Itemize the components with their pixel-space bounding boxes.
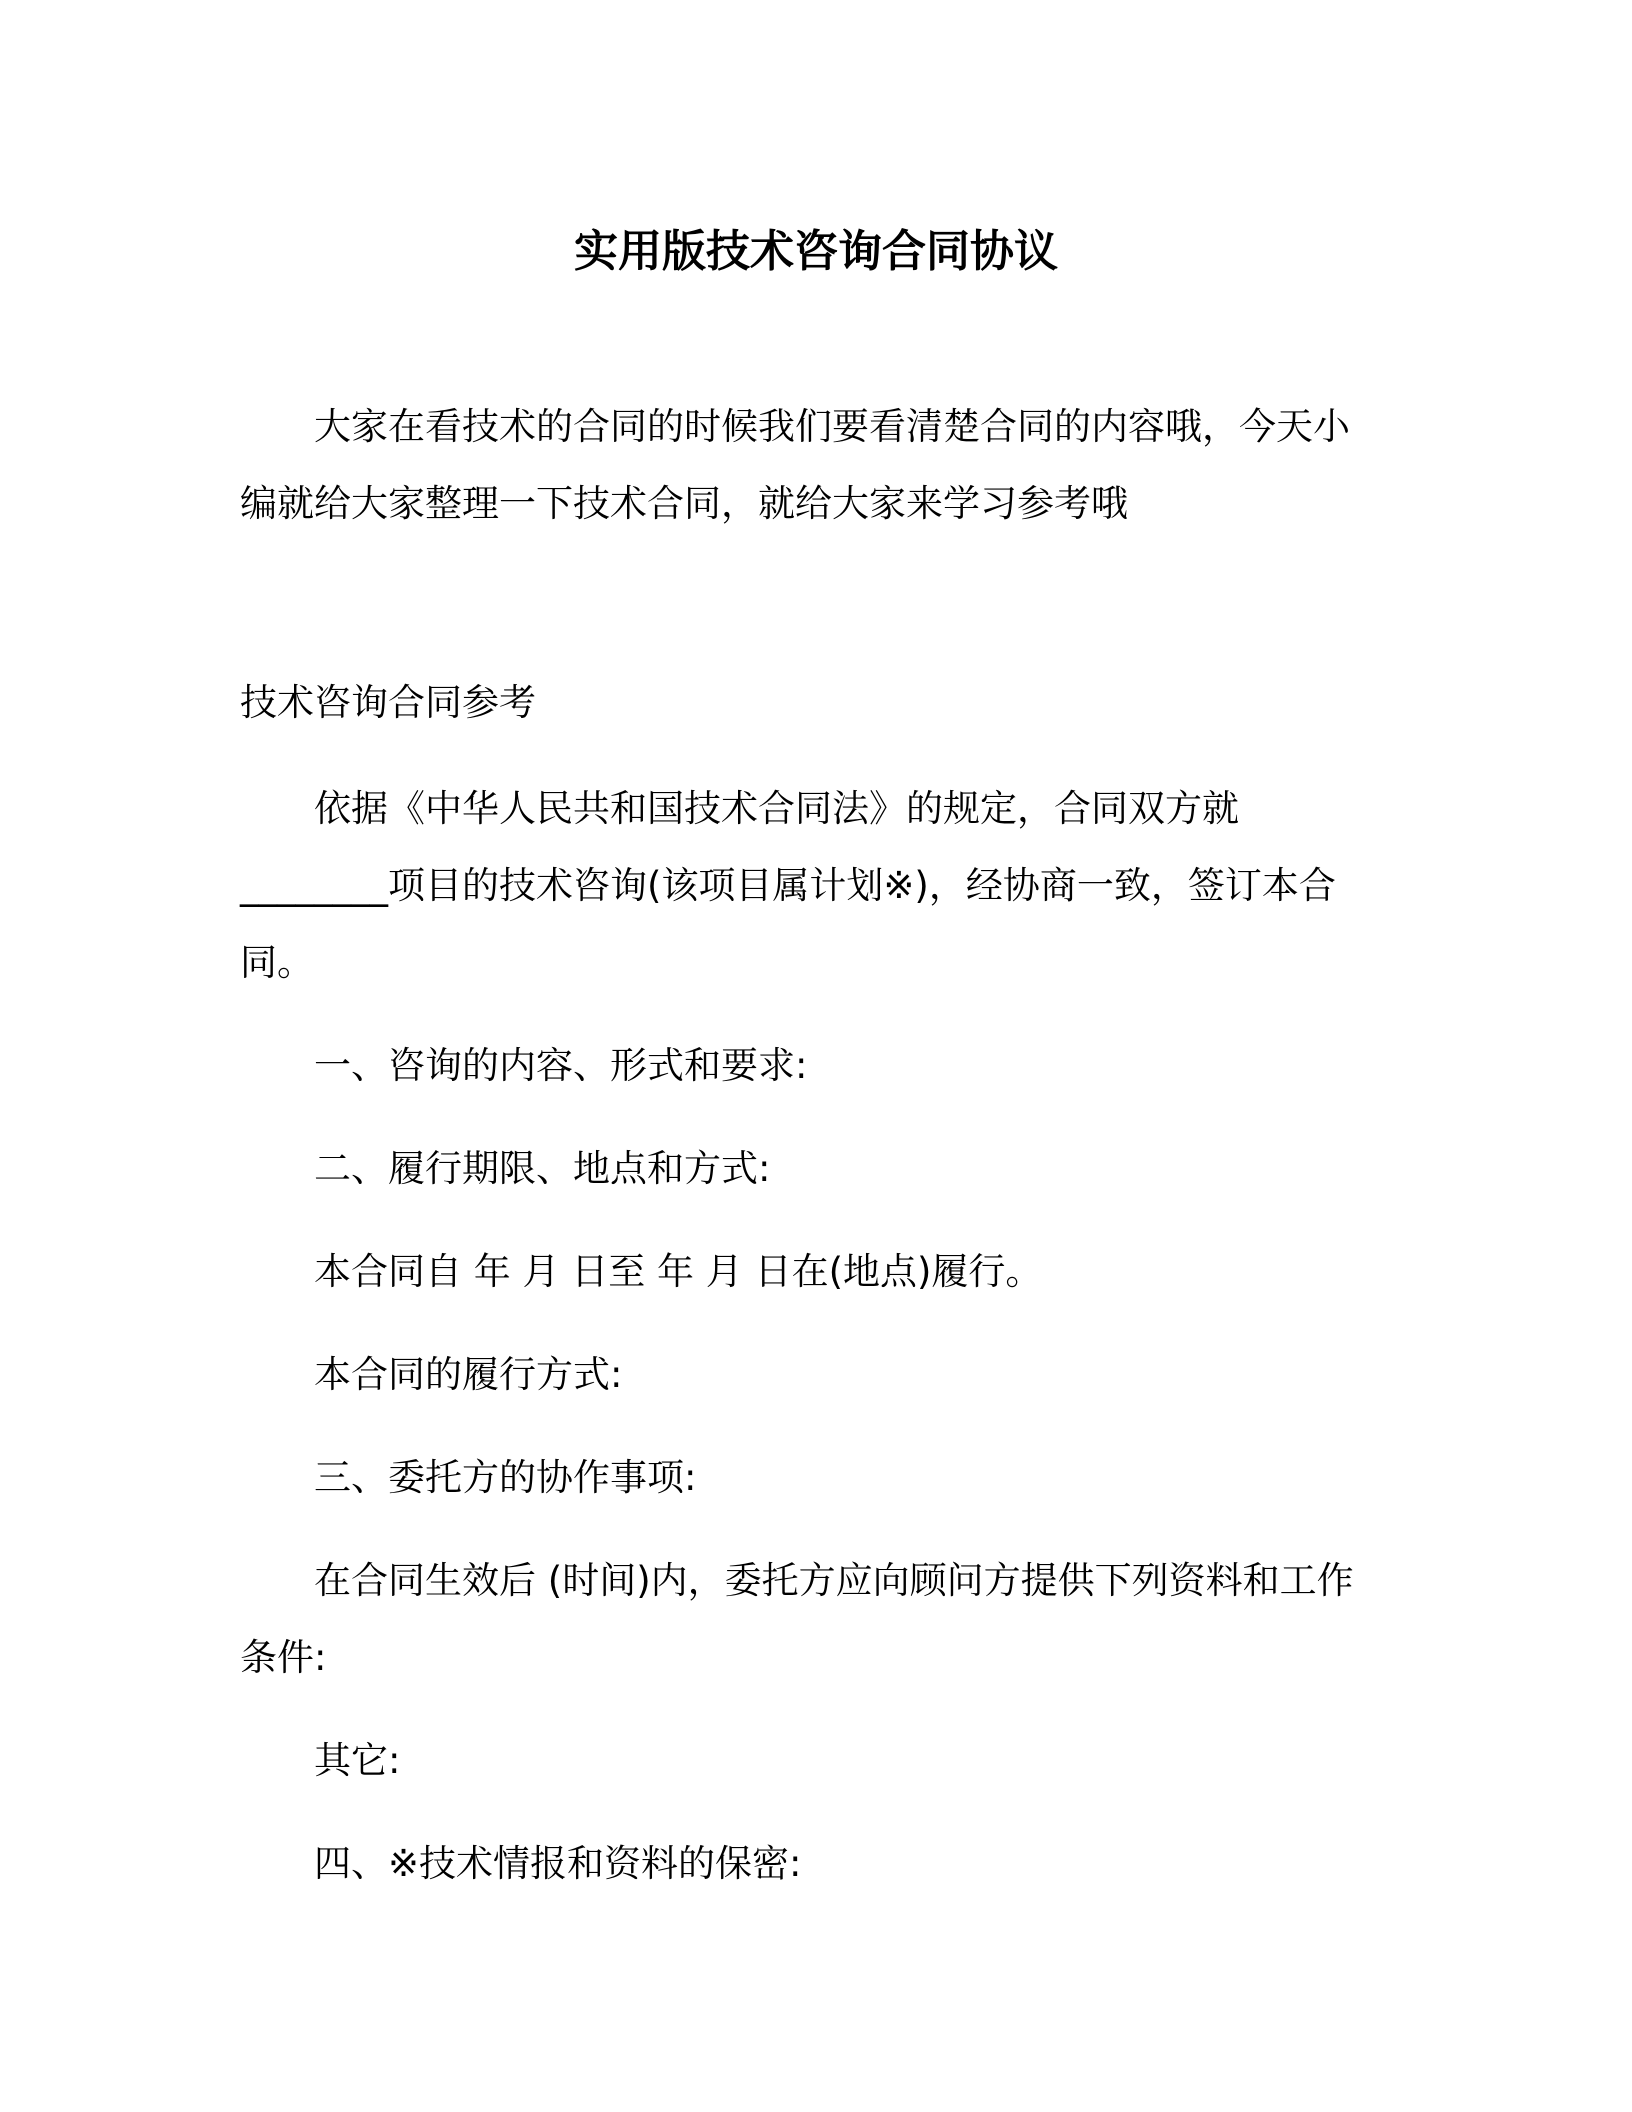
document-title: 实用版技术咨询合同协议 <box>574 226 1058 277</box>
basis-paragraph: 依据《中华人民共和国技术合同法》的规定，合同双方就________项目的技术咨询(该项目属计划※)，经协商一致，签订本合同。 <box>240 787 1336 984</box>
section-2-heading: 二、履行期限、地点和方式: <box>314 1147 771 1190</box>
section-2-term: 本合同自 年 月 日至 年 月 日在(地点)履行。 <box>314 1250 1043 1293</box>
other-line: 其它: <box>314 1739 401 1782</box>
section-2-method: 本合同的履行方式: <box>314 1353 623 1396</box>
intro-paragraph: 大家在看技术的合同的时候我们要看清楚合同的内容哦，今天小编就给大家整理一下技术合同，就给大家来学习参考哦 <box>240 405 1350 525</box>
section-3-heading: 三、委托方的协作事项: <box>314 1456 697 1499</box>
section-3-detail: 在合同生效后 (时间)内，委托方应向顾问方提供下列资料和工作条件: <box>240 1559 1354 1679</box>
subheading: 技术咨询合同参考 <box>240 681 536 724</box>
section-4-heading: 四、※技术情报和资料的保密: <box>314 1842 802 1885</box>
section-1-heading: 一、咨询的内容、形式和要求: <box>314 1044 808 1087</box>
